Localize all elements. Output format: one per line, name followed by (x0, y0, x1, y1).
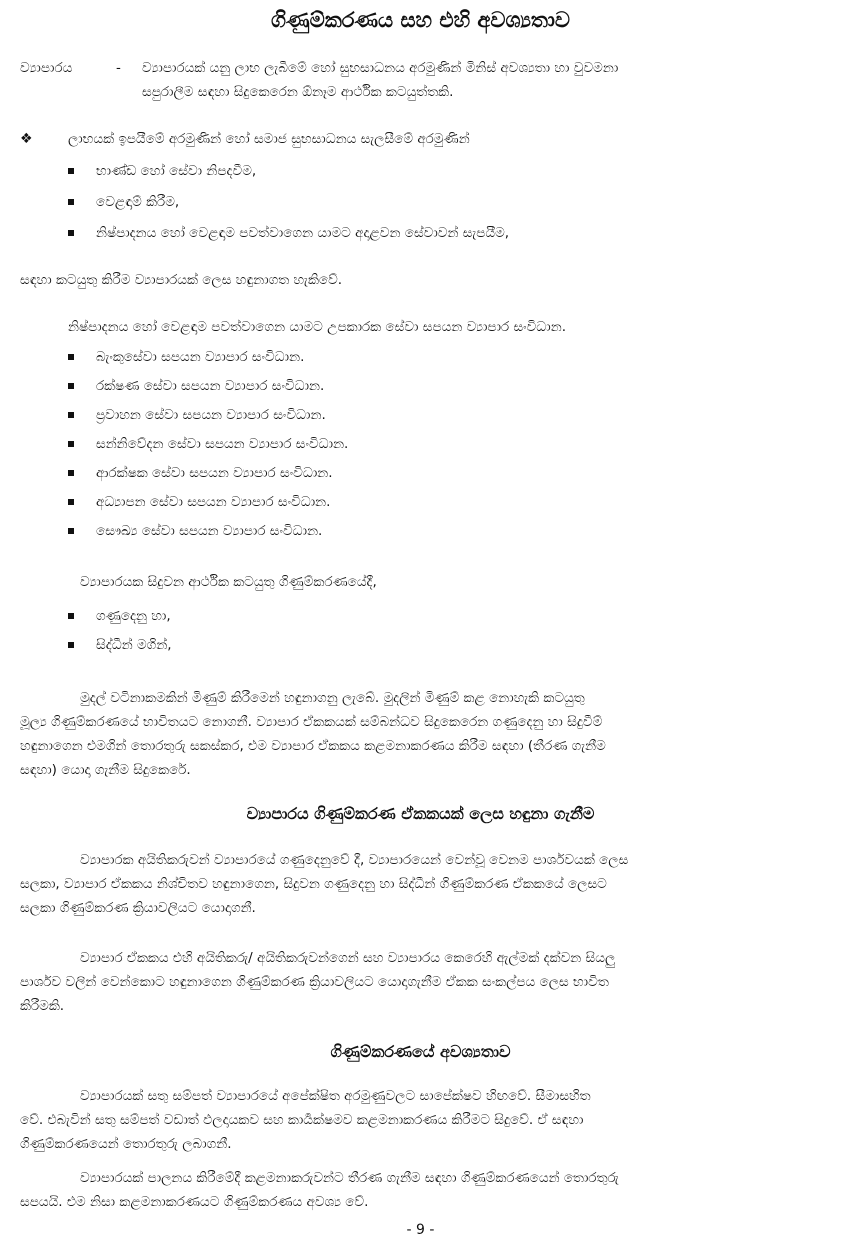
definition-term: ව්‍යාපාරය (20, 60, 73, 76)
paragraph-line: සලකා, ව්‍යාපාර ඒකකය නිශ්චිතව හඳුනාගෙන, සිදුවන ගණුදෙනු හා සිද්ධීන් ගිණුම්කරණ ඒකකයේ ලෙසට (20, 876, 607, 892)
list2-item: බැංකුසේවා සපයන ව්‍යාපාර සංවිධාන. (96, 349, 305, 365)
paragraph-line: ව්‍යාපාරයක් පාලනය කිරීමේදී කළමනාකරුවන්ට තීරණ ගැනීම සඳහා ගිණුම්කරණයෙන් තොරතුරු (80, 1170, 619, 1186)
paragraph-line: ව්‍යාපාරක අයිතිකරුවන් ව්‍යාපාරයේ ගණුදෙනුවේ දී, ව්‍යාපාරයෙන් වෙන්වූ වෙනම පාර්ශවයක් ලෙස (80, 852, 629, 868)
paragraph-line: වේ. එබැවින් සතු සම්පත් වඩාත් ඵලදායකව සහ කාර්‍යක්ෂමව කළමනාකරණය කිරීමට සිදුවේ. ඒ සඳහා (20, 1112, 584, 1128)
list3-item: ගණුදෙනු හා, (96, 608, 171, 624)
section-heading: ගිණුම්කරණයේ අවශ්‍යතාව (330, 1042, 511, 1061)
list3-item: සිද්ධීන් මගින්, (96, 637, 172, 653)
services-intro: නිෂ්පාදනය හෝ වෙළඳාම පවත්වාගෙන යාමට උපකාරක සේවා සපයන ව්‍යාපාර සංවිධාන. (68, 319, 566, 335)
paragraph-line: සපයයි. එම නිසා කළමනාකරණයට ගිණුම්කරණය අවශ්‍ය වේ. (20, 1194, 369, 1210)
paragraph-line: හඳුනාගෙන එමගින් තොරතුරු සකස්කර, එම ව්‍යාපාර ඒකකය කළමනාකරණය කිරීම සඳහා (තීරණ ගැනීම (20, 738, 606, 754)
square-bullet-icon (68, 642, 74, 648)
diamond-bullet-icon: ❖ (20, 131, 33, 147)
paragraph-line: ව්‍යාපාරයක් සතු සම්පත් ව්‍යාපාරයේ අපේක්ෂිත අරමුණුවලට සාපේක්ෂව හිඟවේ. සීමාසහිත (80, 1088, 591, 1104)
square-bullet-icon (68, 613, 74, 619)
paragraph-line: මූල්‍ය ගිණුම්කරණයේ භාවිතයට නොගනී. ව්‍යාපාර ඒකකයක් සම්බන්ධව සිදුකෙරෙන ගණුදෙනු හා සිදුවීම් (20, 714, 603, 730)
paragraph-line: සලකා ගිණුම්කරණ ක්‍රියාවලියට යොදාගනී. (20, 900, 256, 916)
diamond-item-text: ලාභයක් ඉපයීමේ අරමුණින් හෝ සමාජ සුභසාධනය සැලසීමේ අරමුණින් (68, 131, 470, 147)
square-bullet-icon (68, 168, 74, 174)
list1-conclusion: සඳහා කටයුතු කිරීම ව්‍යාපාරයක් ලෙස හඳුනාගත හැකිවේ. (20, 272, 343, 288)
economic-intro: ව්‍යාපාරයක සිදුවන ආර්ථික කටයුතු ගිණුම්කරණයේදී, (80, 574, 377, 590)
square-bullet-icon (68, 199, 74, 205)
square-bullet-icon (68, 354, 74, 360)
section-heading: ව්‍යාපාරය ගිණුම්කරණ ඒකකයක් ලෙස හඳුනා ගැනීම (246, 804, 595, 823)
paragraph-line: සඳහා) යොදා ගැනීම සිදුකෙරේ. (20, 762, 191, 778)
square-bullet-icon (68, 412, 74, 418)
list2-item: රක්ෂණ සේවා සපයන ව්‍යාපාර සංවිධාන. (96, 378, 325, 394)
square-bullet-icon (68, 383, 74, 389)
list1-item: නිෂ්පාදනය හෝ වෙළඳාම පවත්වාගෙන යාමට අදාළවන සේවාවන් සැපයීම, (96, 225, 510, 241)
square-bullet-icon (68, 441, 74, 447)
paragraph-line: ව්‍යාපාර ඒකකය එහි අයිතිකරු/ අයිතිකරුවන්ගෙන් සහ ව්‍යාපාරය කෙරෙහි ඇල්මක් දක්වන සියලු (80, 950, 616, 966)
square-bullet-icon (68, 470, 74, 476)
list1-item: භාණ්ඩ හෝ සේවා නිපදවීම, (96, 163, 257, 179)
square-bullet-icon (68, 499, 74, 505)
list1-item: වෙළඳාම් කිරීම, (96, 194, 180, 210)
definition-line-1: ව්‍යාපාරයක් යනු ලාභ ලැබීමේ හෝ සුභසාධනය අරමුණින් මිනිස් අවශ්‍යතා හා වුවමනා (142, 60, 619, 76)
paragraph-line: මුදල් වටිනාකමකින් මිණුම් කිරීමෙන් හඳුනාගනු ලැබේ. මුදලින් මිණුම් කළ නොහැකි කටයුතු (80, 690, 585, 706)
page-title: ගිණුම්කරණය සහ එහි අවශ්‍යතාව (271, 8, 570, 32)
list2-item: සන්නිවේදන සේවා සපයන ව්‍යාපාර සංවිධාන. (96, 436, 349, 452)
list2-item: අධ්‍යාපන සේවා සපයන ව්‍යාපාර සංවිධාන. (96, 494, 331, 510)
list2-item: සෞඛ්‍ය සේවා සපයන ව්‍යාපාර සංවිධාන. (96, 523, 323, 539)
square-bullet-icon (68, 528, 74, 534)
paragraph-line: ගිණුම්කරණයෙන් තොරතුරු ලබාගනී. (20, 1136, 232, 1152)
definition-line-2: සපුරාලීම සඳහා සිදුකෙරෙන ඕනෑම ආර්ථික කටයුත්තකි. (142, 84, 454, 100)
paragraph-line: පාර්ශව වලින් වෙන්කොට හඳුනාගෙන ගිණුම්කරණ ක්‍රියාවලියට යොදාගැනීම ඒකක සංකල්පය ලෙස භාවිත (20, 974, 609, 990)
paragraph-line: කිරීමකි. (20, 998, 65, 1014)
square-bullet-icon (68, 230, 74, 236)
list2-item: ආරක්ෂක සේවා සපයන ව්‍යාපාර සංවිධාන. (96, 465, 333, 481)
page-number: - 9 - (406, 1222, 435, 1238)
list2-item: ප්‍රවාහන සේවා සපයන ව්‍යාපාර සංවිධාන. (96, 407, 326, 423)
definition-dash: - (116, 60, 121, 76)
